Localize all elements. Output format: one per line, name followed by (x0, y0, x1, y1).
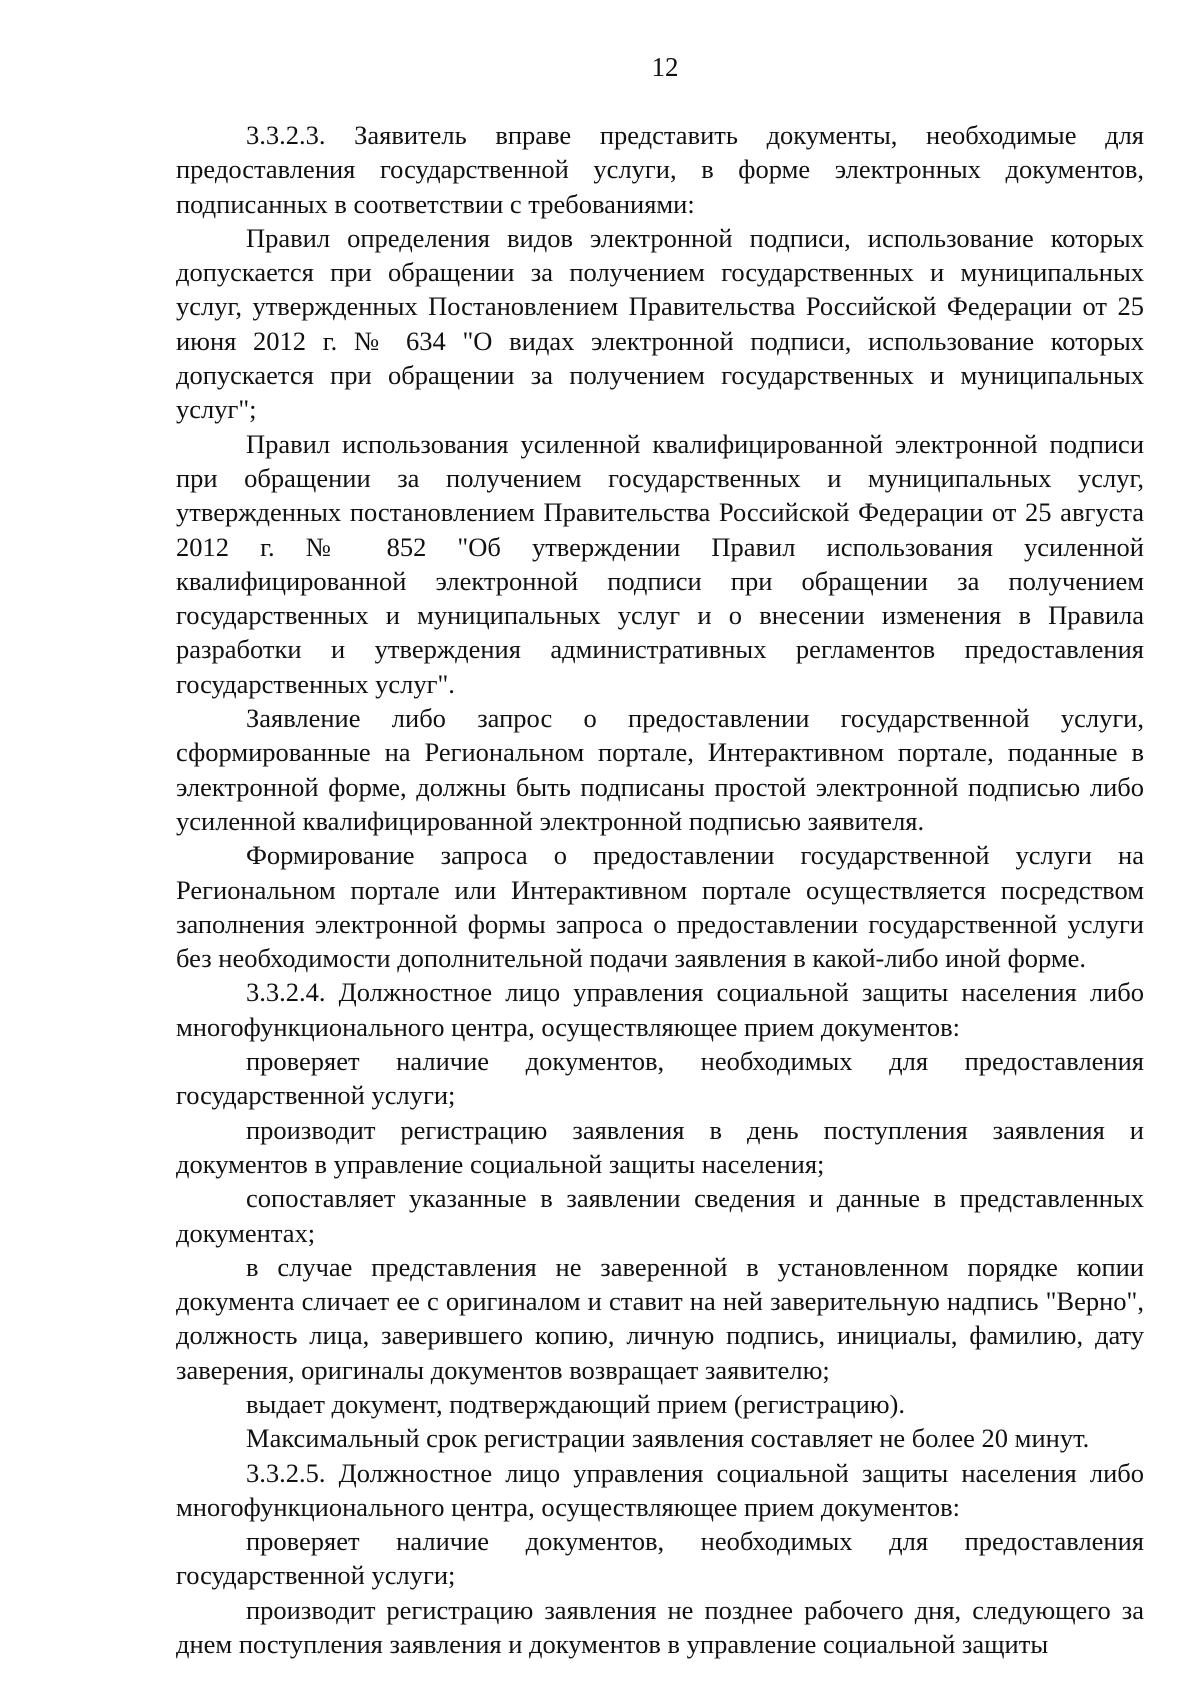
paragraph-3-3-2-3: 3.3.2.3. Заявитель вправе представить документы, необходимые для предоставления государственной услуги, в форме электронных документов, подписанных в соответствии с требованиями: (176, 120, 1144, 219)
paragraph-3-3-2-4: 3.3.2.4. Должностное лицо управления социальной защиты населения либо многофункционального центра, осуществляющее прием документов: (176, 977, 1144, 1042)
list-item-issues-receipt: выдает документ, подтверждающий прием (регистрацию). (246, 1388, 906, 1419)
list-item-checks-documents: проверяет наличие документов, необходимых для предоставления государственной услуги; (176, 1046, 1144, 1111)
list-item-checks-documents-2: проверяет наличие документов, необходимых для предоставления государственной услуги; (176, 1526, 1144, 1591)
paragraph-3-3-2-5: 3.3.2.5. Должностное лицо управления социальной защиты населения либо многофункционального центра, осуществляющее прием документов: (176, 1457, 1144, 1522)
list-item-compares-data: сопоставляет указанные в заявлении сведения и данные в представленных документах; (176, 1183, 1144, 1248)
paragraph-request-forming: Формирование запроса о предоставлении государственной услуги на Региональном портале или Интерактивном портале осуществляется посредством заполнения электронной формы запроса о предоставлении государственной услуги без необходимости дополнительной подачи заявления в какой-либо иной форме. (176, 840, 1144, 974)
paragraph-rules-634: Правил определения видов электронной подписи, использование которых допускается при обращении за получением государственных и муниципальных услуг, утвержденных Постановлением Правительства Российской Федерации от 25 июня 2012 г. № 634 "О видах электронной подписи, использование которых допускается при обращении за получением государственных и муниципальных услуг"; (176, 222, 1144, 425)
list-item-registers-next-day: производит регистрацию заявления не позднее рабочего дня, следующего за днем поступления заявления и документов в управление социальной защиты (176, 1594, 1144, 1660)
paragraph-rules-852: Правил использования усиленной квалифицированной электронной подписи при обращении за получением государственных и муниципальных услуг, утвержденных постановлением Правительства Российской Федерации от 25 августа 2012 г. № 852 "Об утверждении Правил использования усиленной квалифицированной электронной подписи при обращении за получением государственных и муниципальных услуг и о внесении изменения в Правила разработки и утверждения административных регламентов предоставления государственных услуг". (176, 428, 1144, 699)
page-number: 12 (651, 52, 679, 82)
list-item-registers-same-day: производит регистрацию заявления в день поступления заявления и документов в управление социальной защиты населения; (176, 1114, 1144, 1179)
paragraph-max-registration-time: Максимальный срок регистрации заявления составляет не более 20 минут. (246, 1423, 1090, 1454)
paragraph-application-signature: Заявление либо запрос о предоставлении государственной услуги, сформированные на Региональном портале, Интерактивном портале, поданные в электронной форме, должны быть подписаны простой электронной подписью либо усиленной квалифицированной электронной подписью заявителя. (176, 703, 1144, 836)
list-item-certifies-copies: в случае представления не заверенной в установленном порядке копии документа сличает ее с оригиналом и ставит на ней заверительную надпись "Верно", должность лица, заверившего копию, личную подпись, инициалы, фамилию, дату заверения, оригиналы документов возвращает заявителю; (176, 1251, 1144, 1385)
document-body (176, 118, 1144, 1661)
